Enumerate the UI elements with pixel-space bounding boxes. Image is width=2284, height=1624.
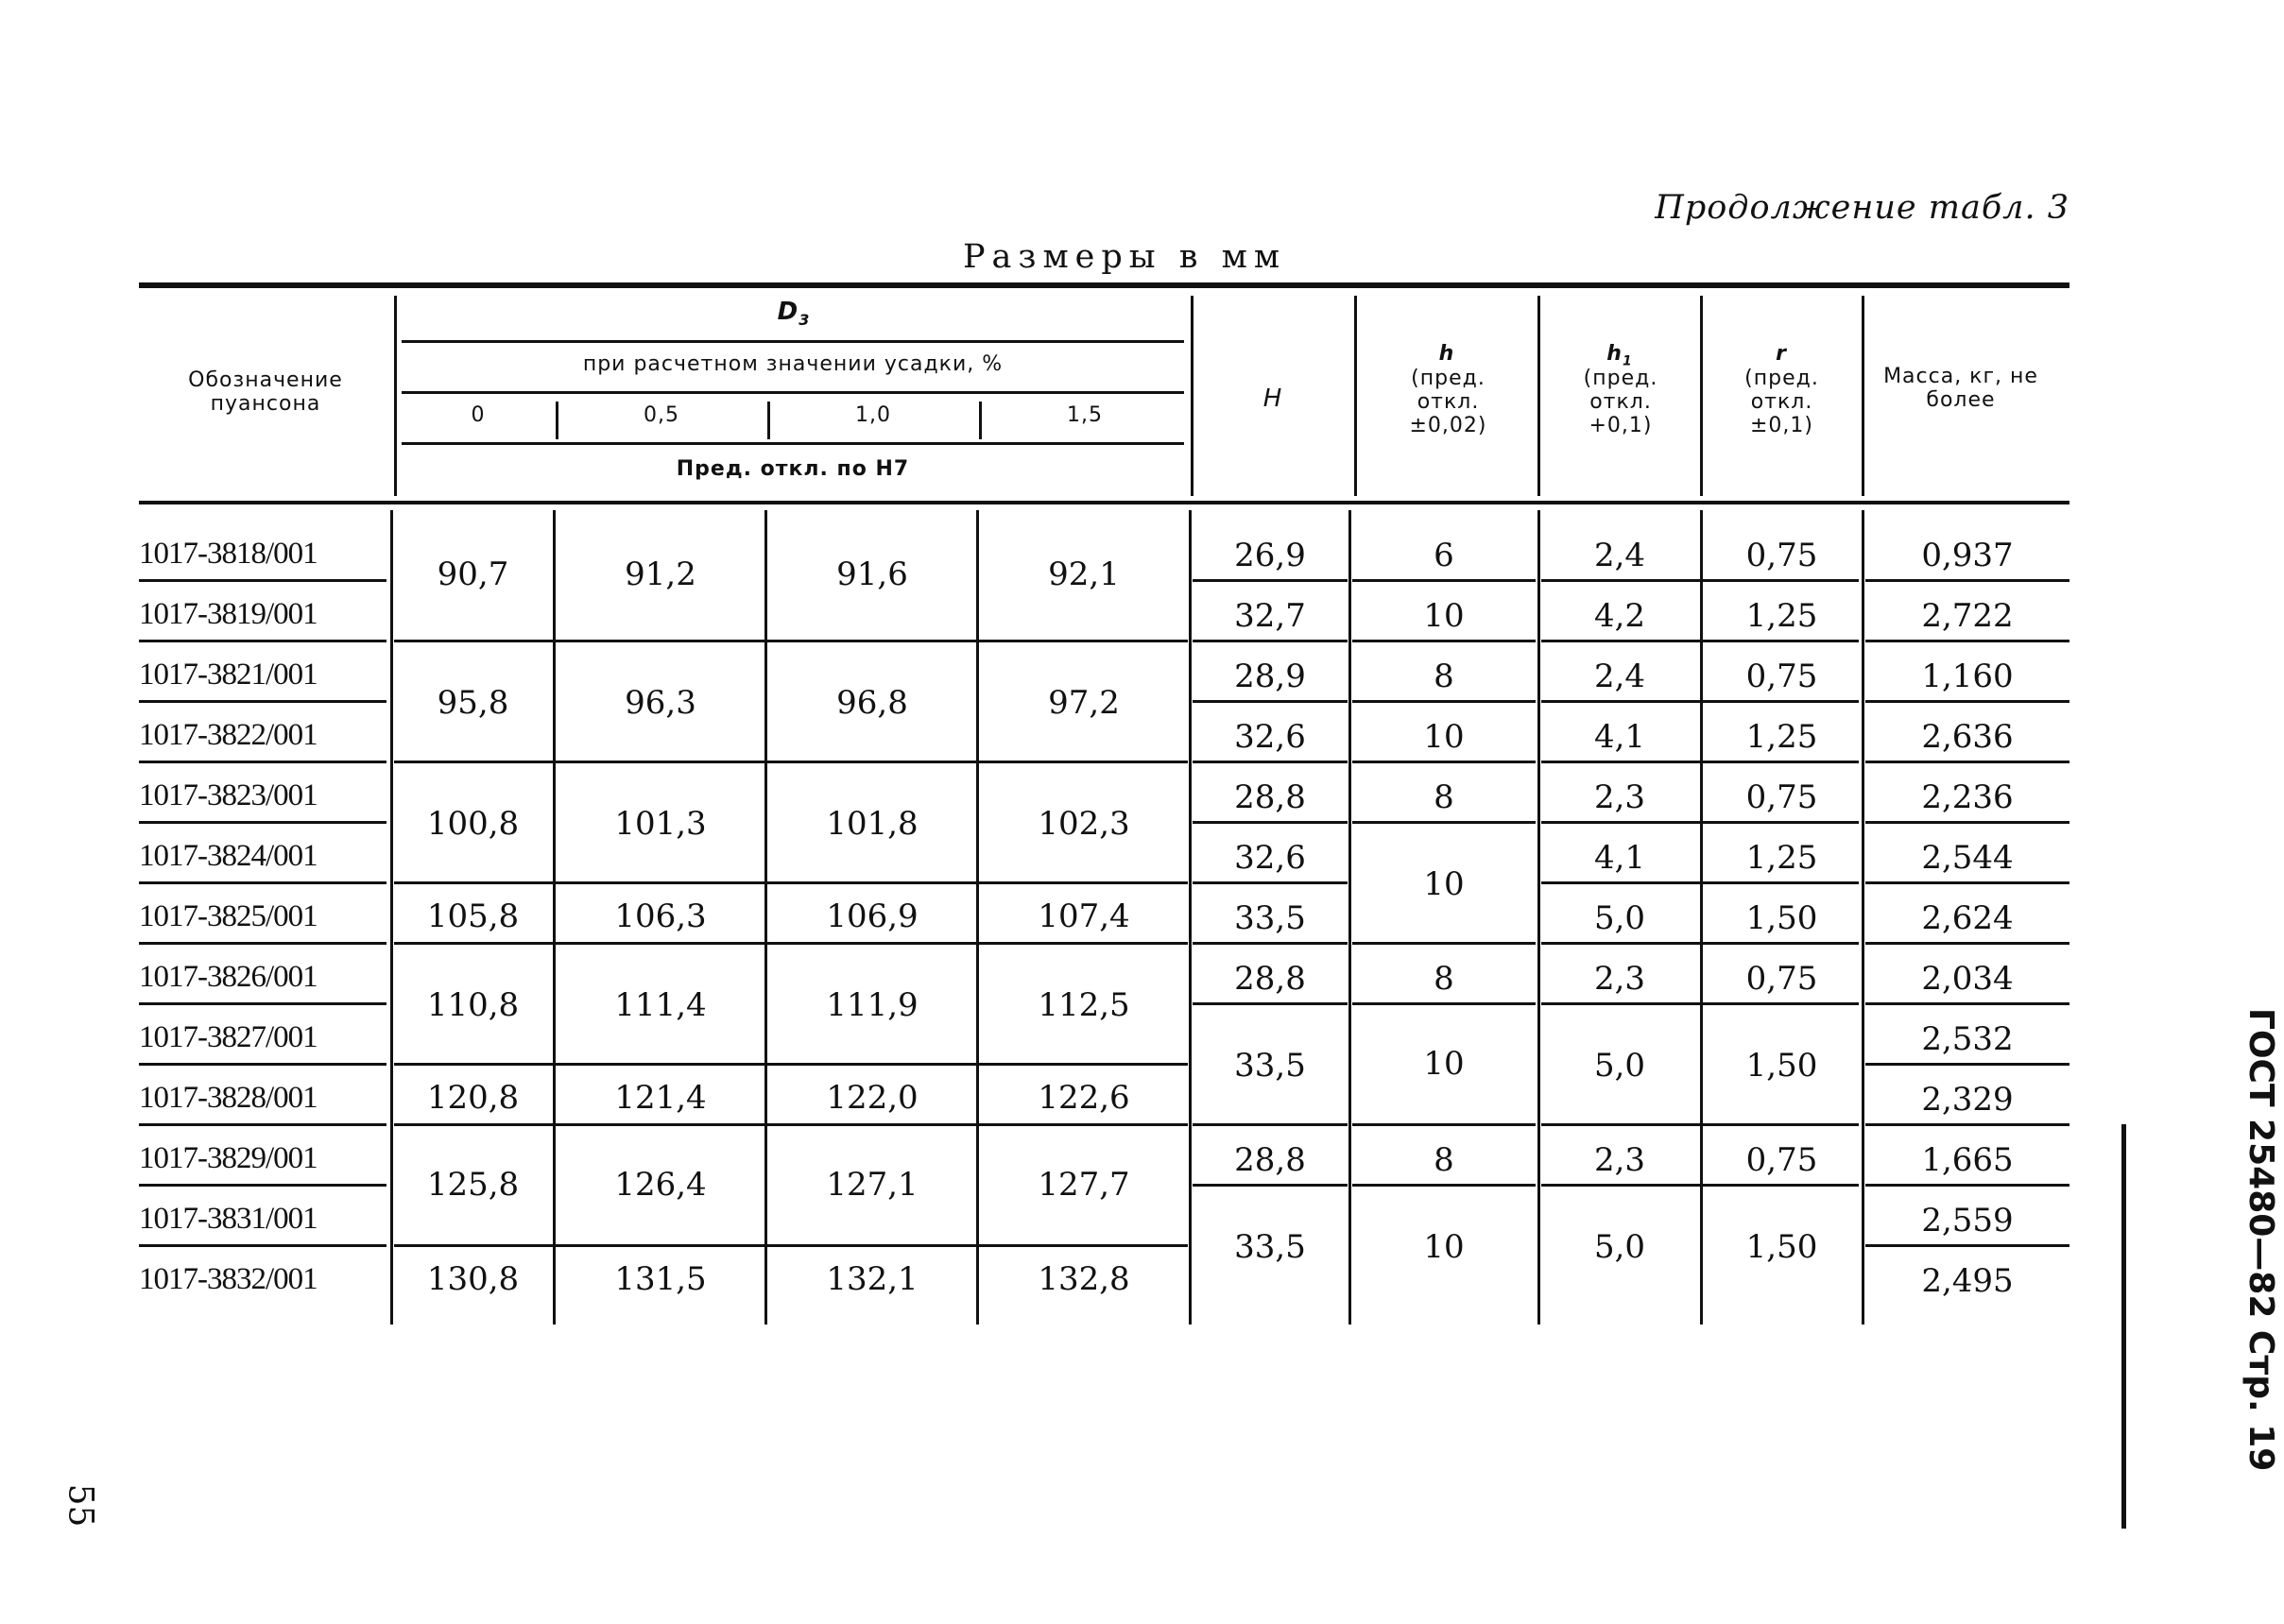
row-line (1865, 821, 2069, 824)
row-line (1865, 1244, 2069, 1247)
standard-page-label: ГОСТ 25480—82 Стр. 19 (2241, 1008, 2280, 1472)
h-cell: 10 (1423, 1045, 1465, 1083)
body-divider (1348, 510, 1351, 1325)
group-line (394, 1123, 1188, 1126)
h1-cell: 5,0 (1593, 1228, 1646, 1266)
designation-cell: 1017-3832/001 (139, 1262, 318, 1296)
header-divider (394, 296, 397, 496)
header-bottom-rule (139, 501, 2069, 504)
designation-cell: 1017-3824/001 (139, 839, 318, 873)
row-line (139, 821, 386, 824)
r-cell: 1,25 (1745, 718, 1818, 756)
H-cell: 32,6 (1234, 718, 1306, 756)
H-cell: 33,5 (1234, 1047, 1306, 1085)
row-line (139, 1184, 386, 1187)
row-line (1541, 881, 1859, 884)
r-cell: 1,25 (1745, 597, 1818, 635)
row-line (1541, 1123, 1859, 1126)
body-divider (1862, 510, 1864, 1325)
h-cell: 10 (1423, 1228, 1465, 1266)
header-r: r (1776, 342, 1787, 366)
row-line (1193, 942, 1348, 945)
row-line (139, 640, 386, 642)
group-line (394, 942, 1188, 945)
d3-cell: 105,8 (426, 897, 520, 935)
row-line (1541, 942, 1859, 945)
row-line (1865, 881, 2069, 884)
row-line (1193, 881, 1348, 884)
h-cell: 8 (1434, 658, 1454, 695)
designation-cell: 1017-3831/001 (139, 1202, 318, 1236)
header-line (402, 391, 1184, 394)
h1-cell: 2,3 (1593, 778, 1646, 816)
row-line (1352, 700, 1536, 703)
header-line (402, 442, 1184, 445)
designation-cell: 1017-3826/001 (139, 960, 318, 994)
d3-cell: 107,4 (1038, 897, 1130, 935)
mass-cell: 2,722 (1921, 597, 2014, 635)
H-cell: 33,5 (1234, 1228, 1306, 1266)
designation-cell: 1017-3828/001 (139, 1081, 318, 1115)
h-cell: 8 (1434, 960, 1454, 998)
designation-cell: 1017-3827/001 (139, 1020, 318, 1054)
H-cell: 28,9 (1234, 658, 1306, 695)
h-cell: 6 (1434, 537, 1454, 574)
row-line (1865, 942, 2069, 945)
d3-cell: 132,8 (1038, 1260, 1130, 1298)
header-shrink-1-5: 1,5 (1067, 403, 1103, 427)
header-shrinkage: при расчетном значении усадки, % (582, 352, 1004, 376)
d3-cell: 90,7 (437, 556, 509, 593)
mass-cell: 2,559 (1921, 1202, 2014, 1239)
d3-cell: 111,9 (826, 986, 919, 1024)
row-line (139, 1123, 386, 1126)
d3-cell: 102,3 (1038, 805, 1130, 843)
body-divider (390, 510, 393, 1325)
h1-cell: 4,1 (1593, 839, 1646, 877)
mass-cell: 2,236 (1921, 778, 2014, 816)
designation-cell: 1017-3822/001 (139, 718, 318, 752)
d3-cell: 96,8 (836, 684, 908, 722)
header-tolerance: Пред. откл. по Н7 (676, 457, 910, 481)
group-line (394, 1244, 1188, 1247)
group-line (394, 640, 1188, 642)
header-mass: Масса, кг, не более (1883, 365, 2038, 412)
d3-cell: 91,6 (836, 556, 908, 593)
row-line (1865, 1063, 2069, 1066)
d3-cell: 111,4 (614, 986, 707, 1024)
d3-cell: 112,5 (1038, 986, 1130, 1024)
row-line (139, 1063, 386, 1066)
row-line (1865, 640, 2069, 642)
d3-cell: 120,8 (426, 1079, 520, 1117)
row-line (139, 942, 386, 945)
row-line (139, 579, 386, 582)
row-line (1541, 579, 1859, 582)
row-line (139, 761, 386, 763)
d3-cell: 121,4 (614, 1079, 707, 1117)
d3-cell: 106,3 (614, 897, 707, 935)
body-divider (764, 510, 767, 1325)
row-line (1193, 1123, 1348, 1126)
r-cell: 0,75 (1745, 1141, 1818, 1179)
r-cell: 1,50 (1745, 1047, 1818, 1085)
header-line (402, 340, 1184, 343)
group-line (394, 881, 1188, 884)
mass-cell: 2,034 (1921, 960, 2014, 998)
row-line (139, 1002, 386, 1005)
d3-cell: 92,1 (1048, 556, 1120, 593)
row-line (139, 700, 386, 703)
body-divider (1537, 510, 1540, 1325)
H-cell: 33,5 (1234, 899, 1306, 937)
header-divider (1862, 296, 1864, 496)
header-r-tolerance: (пред. откл. ±0,1) (1744, 367, 1819, 437)
header-h1: $h_1$ (1606, 342, 1633, 369)
side-bar (2121, 1124, 2126, 1529)
h-cell: 8 (1434, 1141, 1454, 1179)
header-shrink-1-0: 1,0 (855, 403, 891, 427)
d3-cell: 96,3 (625, 684, 696, 722)
body-divider (553, 510, 556, 1325)
header-divider (1354, 296, 1357, 496)
h1-cell: 2,4 (1593, 658, 1646, 695)
d3-cell: 101,8 (826, 805, 919, 843)
row-line (1193, 821, 1348, 824)
h1-cell: 5,0 (1593, 1047, 1646, 1085)
row-line (1193, 1184, 1348, 1187)
top-rule (139, 282, 2069, 288)
H-cell: 28,8 (1234, 1141, 1306, 1179)
mass-cell: 1,665 (1921, 1141, 2014, 1179)
designation-cell: 1017-3823/001 (139, 778, 318, 812)
group-line (394, 761, 1188, 763)
row-line (1541, 761, 1859, 763)
row-line (1865, 700, 2069, 703)
header-h: h (1438, 342, 1455, 366)
row-line (139, 1244, 386, 1247)
mass-cell: 0,937 (1921, 537, 2014, 574)
row-line (1541, 1184, 1859, 1187)
row-line (1865, 1002, 2069, 1005)
r-cell: 1,25 (1745, 839, 1818, 877)
row-line (1352, 1184, 1536, 1187)
designation-cell: 1017-3825/001 (139, 899, 318, 933)
header-d3: $D_3$ (777, 298, 811, 330)
mass-cell: 1,160 (1921, 658, 2014, 695)
row-line (1352, 761, 1536, 763)
row-line (1193, 640, 1348, 642)
body-divider (1189, 510, 1192, 1325)
row-line (1541, 640, 1859, 642)
d3-cell: 95,8 (437, 684, 509, 722)
header-h-tolerance: (пред. откл. ±0,02) (1409, 367, 1487, 437)
r-cell: 1,50 (1745, 1228, 1818, 1266)
d3-cell: 122,0 (826, 1079, 919, 1117)
h1-cell: 2,4 (1593, 537, 1646, 574)
r-cell: 0,75 (1745, 778, 1818, 816)
h1-cell: 2,3 (1593, 960, 1646, 998)
h1-cell: 4,1 (1593, 718, 1646, 756)
body-divider (976, 510, 979, 1325)
h1-cell: 4,2 (1593, 597, 1646, 635)
d3-cell: 97,2 (1048, 684, 1120, 722)
H-cell: 32,6 (1234, 839, 1306, 877)
mass-cell: 2,329 (1921, 1081, 2014, 1119)
d3-cell: 91,2 (625, 556, 696, 593)
units-caption: Размеры в мм (962, 238, 1287, 276)
r-cell: 0,75 (1745, 960, 1818, 998)
row-line (1193, 761, 1348, 763)
r-cell: 0,75 (1745, 537, 1818, 574)
row-line (1352, 640, 1536, 642)
designation-cell: 1017-3821/001 (139, 658, 318, 692)
d3-cell: 110,8 (426, 986, 520, 1024)
header-designation: Обозначение пуансона (188, 368, 343, 416)
r-cell: 1,50 (1745, 899, 1818, 937)
h1-cell: 5,0 (1593, 899, 1646, 937)
h-cell: 10 (1423, 718, 1465, 756)
H-cell: 28,8 (1234, 960, 1306, 998)
row-line (1541, 1002, 1859, 1005)
page-number: 55 (60, 1483, 100, 1528)
d3-cell: 127,1 (826, 1166, 919, 1204)
mass-cell: 2,495 (1921, 1262, 2014, 1300)
H-cell: 28,8 (1234, 778, 1306, 816)
body-divider (1700, 510, 1703, 1325)
header-H: H (1262, 385, 1283, 413)
row-line (1541, 821, 1859, 824)
d3-cell: 131,5 (614, 1260, 707, 1298)
row-line (1865, 1123, 2069, 1126)
d3-cell: 125,8 (426, 1166, 520, 1204)
designation-cell: 1017-3819/001 (139, 597, 318, 631)
mass-cell: 2,636 (1921, 718, 2014, 756)
row-line (1193, 1002, 1348, 1005)
H-cell: 32,7 (1234, 597, 1306, 635)
row-line (1193, 700, 1348, 703)
group-line (394, 1063, 1188, 1066)
mass-cell: 2,532 (1921, 1020, 2014, 1058)
row-line (1352, 821, 1536, 824)
row-line (1541, 700, 1859, 703)
mass-cell: 2,624 (1921, 899, 2014, 937)
continuation-caption: Продолжение табл. 3 (1655, 189, 2069, 227)
d3-cell: 106,9 (826, 897, 919, 935)
header-divider (1537, 296, 1540, 496)
designation-cell: 1017-3829/001 (139, 1141, 318, 1175)
header-divider (1700, 296, 1703, 496)
row-line (1352, 579, 1536, 582)
header-shrink-0-5: 0,5 (644, 403, 679, 427)
d3-cell: 132,1 (826, 1260, 919, 1298)
d3-cell: 101,3 (614, 805, 707, 843)
d3-cell: 100,8 (426, 805, 520, 843)
d3-cell: 126,4 (614, 1166, 707, 1204)
row-line (139, 881, 386, 884)
d3-cell: 122,6 (1038, 1079, 1130, 1117)
d3-cell: 130,8 (426, 1260, 520, 1298)
row-line (1865, 761, 2069, 763)
header-shrink-0: 0 (471, 403, 486, 427)
h1-cell: 2,3 (1593, 1141, 1646, 1179)
row-line (1352, 1002, 1536, 1005)
h-cell: 10 (1423, 865, 1465, 903)
h-cell: 8 (1434, 778, 1454, 816)
r-cell: 0,75 (1745, 658, 1818, 695)
row-line (1352, 942, 1536, 945)
mass-cell: 2,544 (1921, 839, 2014, 877)
row-line (1865, 579, 2069, 582)
designation-cell: 1017-3818/001 (139, 537, 318, 571)
row-line (1865, 1184, 2069, 1187)
d3-cell: 127,7 (1038, 1166, 1130, 1204)
h-cell: 10 (1423, 597, 1465, 635)
row-line (1352, 1123, 1536, 1126)
header-h1-tolerance: (пред. откл. +0,1) (1583, 367, 1658, 437)
row-line (1193, 579, 1348, 582)
H-cell: 26,9 (1234, 537, 1306, 574)
